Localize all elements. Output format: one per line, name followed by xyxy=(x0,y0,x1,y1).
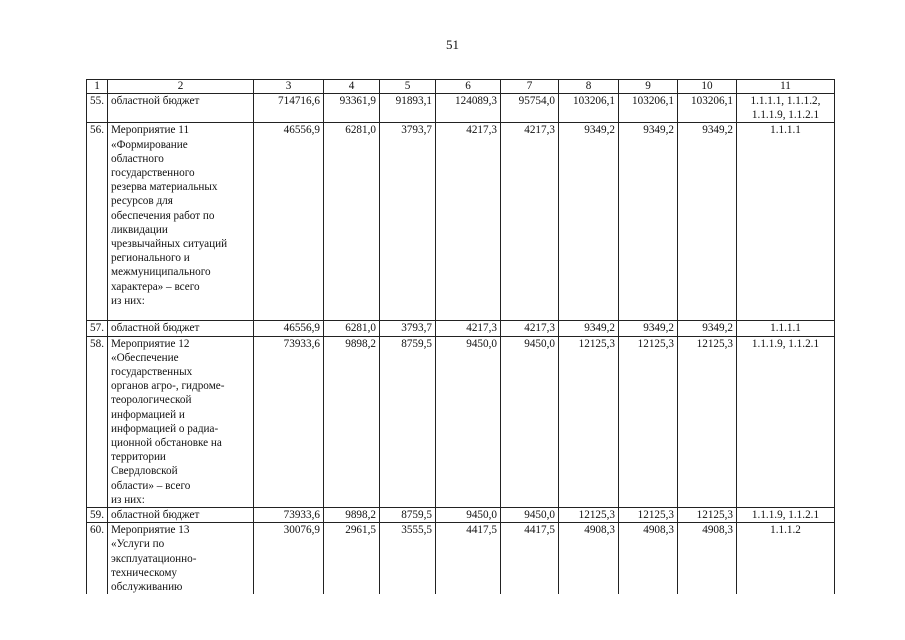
cell-target-refs: 1.1.1.9, 1.1.2.1 xyxy=(736,508,834,523)
cell-year: 12125,3 xyxy=(558,336,618,507)
cell-year: 103206,1 xyxy=(618,94,677,123)
row-description: областной бюджет xyxy=(107,508,253,523)
header-row xyxy=(87,80,835,94)
cell-year: 93361,9 xyxy=(323,94,379,123)
cell-year: 3793,7 xyxy=(379,123,435,321)
table-row xyxy=(87,336,835,507)
column-header: 8 xyxy=(558,80,618,94)
column-header: 6 xyxy=(435,80,500,94)
cell-year: 4908,3 xyxy=(618,523,677,595)
cell-year: 6281,0 xyxy=(323,321,379,336)
row-number: 59. xyxy=(87,508,108,523)
cell-year: 8759,5 xyxy=(379,336,435,507)
cell-total: 46556,9 xyxy=(253,123,323,321)
row-number: 60. xyxy=(87,523,108,595)
cell-year: 12125,3 xyxy=(677,336,736,507)
cell-year: 9349,2 xyxy=(618,321,677,336)
budget-table xyxy=(86,79,835,594)
cell-year: 9349,2 xyxy=(558,123,618,321)
cell-year: 9898,2 xyxy=(323,508,379,523)
column-header: 4 xyxy=(323,80,379,94)
cell-year: 4417,5 xyxy=(500,523,558,595)
cell-year: 91893,1 xyxy=(379,94,435,123)
row-number: 58. xyxy=(87,336,108,507)
cell-year: 4217,3 xyxy=(435,123,500,321)
row-description: областной бюджет xyxy=(107,321,253,336)
cell-year: 3555,5 xyxy=(379,523,435,595)
cell-total: 30076,9 xyxy=(253,523,323,595)
cell-target-refs: 1.1.1.1, 1.1.1.2, 1.1.1.9, 1.1.2.1 xyxy=(736,94,834,123)
column-header: 9 xyxy=(618,80,677,94)
cell-total: 73933,6 xyxy=(253,508,323,523)
cell-year: 9450,0 xyxy=(500,508,558,523)
cell-year: 103206,1 xyxy=(558,94,618,123)
cell-year: 9349,2 xyxy=(677,123,736,321)
column-header: 1 xyxy=(87,80,108,94)
page-number: 51 xyxy=(446,37,459,52)
table-row xyxy=(87,508,835,523)
cell-year: 124089,3 xyxy=(435,94,500,123)
cell-year: 9349,2 xyxy=(558,321,618,336)
cell-year: 9349,2 xyxy=(677,321,736,336)
cell-target-refs: 1.1.1.9, 1.1.2.1 xyxy=(736,336,834,507)
cell-year: 9898,2 xyxy=(323,336,379,507)
cell-total: 46556,9 xyxy=(253,321,323,336)
cell-year: 4417,5 xyxy=(435,523,500,595)
row-description: Мероприятие 11 «Формирование областного государственного резерва материальных ресурсов для обеспечения работ по ликвидации чрезвычайных ситуаций регионального и межмуниципального характера» – всего из них: xyxy=(107,123,253,321)
column-header: 7 xyxy=(500,80,558,94)
cell-year: 4908,3 xyxy=(558,523,618,595)
column-header: 10 xyxy=(677,80,736,94)
cell-year: 103206,1 xyxy=(677,94,736,123)
table-row xyxy=(87,123,835,321)
column-header: 2 xyxy=(107,80,253,94)
row-description: Мероприятие 13 «Услуги по эксплуатационно- техническому обслуживанию xyxy=(107,523,253,595)
cell-year: 4217,3 xyxy=(500,123,558,321)
cell-year: 4217,3 xyxy=(500,321,558,336)
row-description: Мероприятие 12 «Обеспечение государственных органов агро-, гидроме- теорологической информацией и информацией о радиа- ционной обстановке на территории Свердловской области» – всего из них: xyxy=(107,336,253,507)
cell-target-refs: 1.1.1.1 xyxy=(736,123,834,321)
cell-target-refs: 1.1.1.1 xyxy=(736,321,834,336)
cell-year: 12125,3 xyxy=(618,336,677,507)
cell-target-refs: 1.1.1.2 xyxy=(736,523,834,595)
cell-year: 6281,0 xyxy=(323,123,379,321)
cell-year: 9450,0 xyxy=(500,336,558,507)
row-number: 56. xyxy=(87,123,108,321)
cell-year: 95754,0 xyxy=(500,94,558,123)
column-header: 11 xyxy=(736,80,834,94)
cell-year: 9349,2 xyxy=(618,123,677,321)
cell-year: 9450,0 xyxy=(435,508,500,523)
cell-total: 714716,6 xyxy=(253,94,323,123)
column-header: 5 xyxy=(379,80,435,94)
cell-year: 12125,3 xyxy=(618,508,677,523)
row-description: областной бюджет xyxy=(107,94,253,123)
row-number: 55. xyxy=(87,94,108,123)
table-row xyxy=(87,321,835,336)
table-row xyxy=(87,523,835,595)
cell-year: 4217,3 xyxy=(435,321,500,336)
cell-total: 73933,6 xyxy=(253,336,323,507)
cell-year: 9450,0 xyxy=(435,336,500,507)
cell-year: 4908,3 xyxy=(677,523,736,595)
row-number: 57. xyxy=(87,321,108,336)
cell-year: 12125,3 xyxy=(677,508,736,523)
cell-year: 2961,5 xyxy=(323,523,379,595)
cell-year: 8759,5 xyxy=(379,508,435,523)
cell-year: 3793,7 xyxy=(379,321,435,336)
cell-year: 12125,3 xyxy=(558,508,618,523)
table-row xyxy=(87,94,835,123)
column-header: 3 xyxy=(253,80,323,94)
